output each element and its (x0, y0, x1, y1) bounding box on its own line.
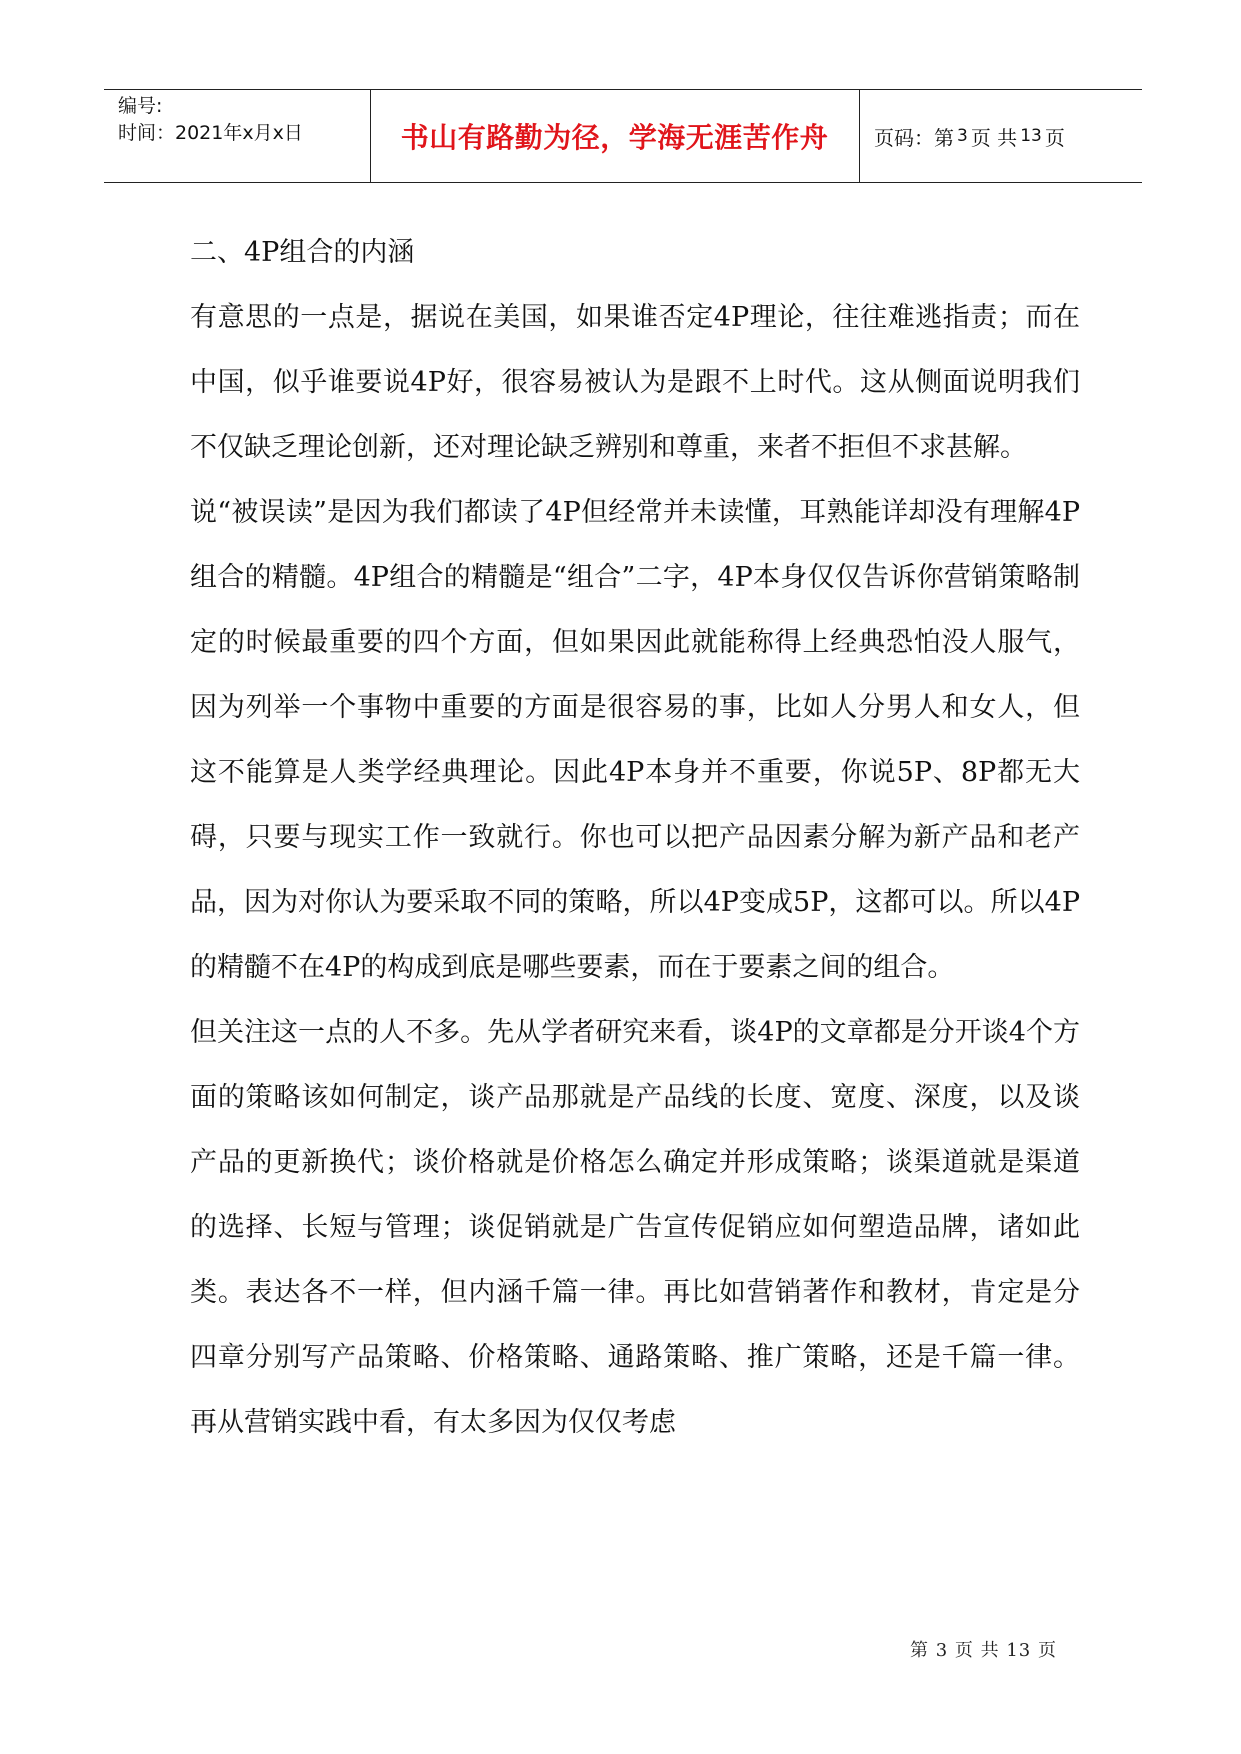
serial-label: 编号: (118, 95, 163, 117)
paragraph: 但关注这一点的人不多。先从学者研究来看，谈4P的文章都是分开谈4个方面的策略该如何制定，谈产品那就是产品线的长度、宽度、深度，以及谈产品的更新换代；谈价格就是价格怎么确定并形成策略；谈渠道就是渠道的选择、长短与管理；谈促销就是广告宣传促销应如何塑造品牌，诸如此类。表达各不一样，但内涵千篇一律。再比如营销著作和教材，肯定是分四章分别写产品策略、价格策略、通路策略、推广策略，还是千篇一律。再从营销实践中看，有太多因为仅仅考虑 (190, 1017, 1080, 1438)
page-total: 13 (1020, 126, 1042, 146)
header-divider-right (859, 89, 860, 183)
page-mid: 页 共 (970, 125, 1018, 150)
page-header (104, 89, 1142, 183)
time-label: 时间：2021年x月x日 (118, 122, 303, 144)
page-current: 3 (957, 126, 968, 146)
paragraph: 有意思的一点是，据说在美国，如果谁否定4P理论，往往难逃指责；而在中国，似乎谁要说4P好，很容易被认为是跟不上时代。这从侧面说明我们不仅缺乏理论创新，还对理论缺乏辨别和尊重，来者不拒但不求甚解。 (190, 302, 1080, 463)
section-heading: 二、4P组合的内涵 (190, 237, 415, 268)
page-prefix: 页码：第 (874, 125, 954, 150)
header-page-number (874, 89, 1065, 183)
paragraph: 说“被误读”是因为我们都读了4P但经常并未读懂，耳熟能详却没有理解4P组合的精髓。4P组合的精髓是“组合”二字，4P本身仅仅告诉你营销策略制定的时候最重要的四个方面，但如果因此就能称得上经典恐怕没人服气，因为列举一个事物中重要的方面是很容易的事，比如人分男人和女人，但这不能算是人类学经典理论。因此4P本身并不重要，你说5P、8P都无大碍，只要与现实工作一致就行。你也可以把产品因素分解为新产品和老产品，因为对你认为要采取不同的策略，所以4P变成5P，这都可以。所以4P的精髓不在4P的构成到底是哪些要素，而在于要素之间的组合。 (190, 497, 1080, 983)
page-suffix: 页 (1044, 125, 1065, 150)
header-meta (118, 93, 303, 147)
page-footer: 第 3 页 共 13 页 (910, 1640, 1057, 1661)
document-body (190, 220, 1080, 1455)
header-motto: 书山有路勤为径，学海无涯苦作舟 (400, 121, 829, 154)
